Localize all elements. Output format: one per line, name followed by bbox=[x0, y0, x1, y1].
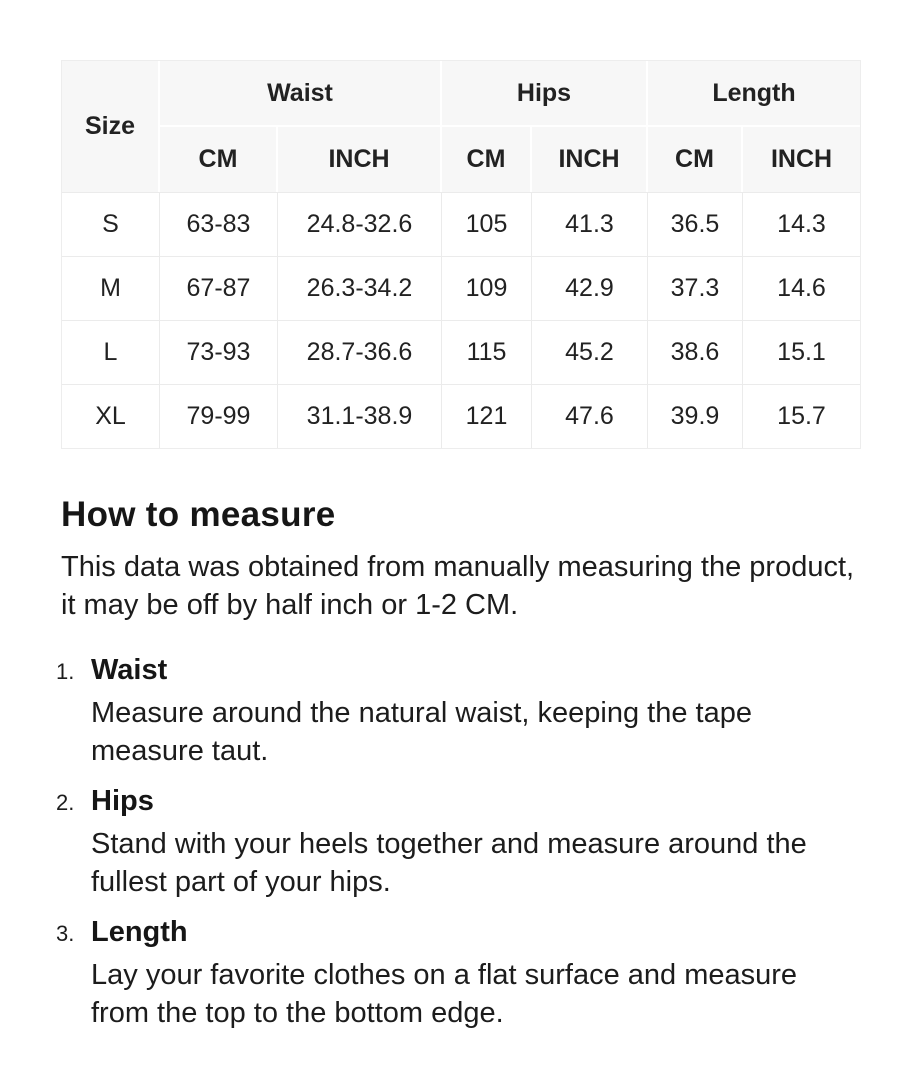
waist-inch-cell: 26.3-34.2 bbox=[278, 256, 442, 320]
waist-inch-cell: 24.8-32.6 bbox=[278, 192, 442, 256]
item-description: Stand with your heels together and measure around the fullest part of your hips. bbox=[91, 828, 807, 898]
size-chart-header bbox=[62, 61, 860, 192]
length-inch-cell: 14.6 bbox=[743, 256, 860, 320]
length-inch-cell: 14.3 bbox=[743, 192, 860, 256]
size-chart-table bbox=[62, 61, 860, 448]
item-body bbox=[91, 652, 859, 770]
table-row-l bbox=[62, 320, 860, 384]
hips-inch-cell: 42.9 bbox=[532, 256, 648, 320]
size-cell: M bbox=[62, 256, 160, 320]
length-cm-cell: 37.3 bbox=[648, 256, 743, 320]
table-row-s bbox=[62, 192, 860, 256]
waist-cm-cell: 67-87 bbox=[160, 256, 278, 320]
col-header-waist-inch: INCH bbox=[278, 127, 442, 192]
waist-cm-cell: 63-83 bbox=[160, 192, 278, 256]
item-body bbox=[91, 914, 859, 1032]
header-group-row bbox=[62, 61, 860, 127]
item-title: Waist bbox=[91, 654, 168, 686]
waist-cm-cell: 73-93 bbox=[160, 320, 278, 384]
col-header-length-inch: INCH bbox=[743, 127, 860, 192]
hips-inch-cell: 45.2 bbox=[532, 320, 648, 384]
waist-inch-cell: 31.1-38.9 bbox=[278, 384, 442, 448]
table-row-xl bbox=[62, 384, 860, 448]
col-header-size: Size bbox=[62, 61, 160, 192]
how-to-measure-title: How to measure bbox=[61, 495, 336, 534]
measure-intro: This data was obtained from manually measuring the product, it may be off by half inch or 1-2 CM. bbox=[61, 551, 855, 621]
item-body bbox=[91, 783, 859, 901]
col-header-hips-cm: CM bbox=[442, 127, 532, 192]
size-cell: S bbox=[62, 192, 160, 256]
list-item-hips bbox=[56, 783, 859, 901]
length-cm-cell: 39.9 bbox=[648, 384, 743, 448]
item-title: Hips bbox=[91, 785, 154, 817]
item-number: 3. bbox=[56, 921, 75, 946]
length-inch-cell: 15.1 bbox=[743, 320, 860, 384]
col-header-waist-cm: CM bbox=[160, 127, 278, 192]
col-header-length-cm: CM bbox=[648, 127, 743, 192]
size-cell: XL bbox=[62, 384, 160, 448]
hips-cm-cell: 121 bbox=[442, 384, 532, 448]
table-row-m bbox=[62, 256, 860, 320]
hips-cm-cell: 115 bbox=[442, 320, 532, 384]
length-cm-cell: 38.6 bbox=[648, 320, 743, 384]
length-cm-cell: 36.5 bbox=[648, 192, 743, 256]
hips-cm-cell: 109 bbox=[442, 256, 532, 320]
waist-inch-cell: 28.7-36.6 bbox=[278, 320, 442, 384]
item-number: 1. bbox=[56, 659, 75, 684]
size-chart bbox=[61, 60, 861, 449]
item-number: 2. bbox=[56, 790, 75, 815]
item-description: Measure around the natural waist, keeping the tape measure taut. bbox=[91, 697, 752, 767]
hips-cm-cell: 105 bbox=[442, 192, 532, 256]
waist-cm-cell: 79-99 bbox=[160, 384, 278, 448]
col-group-length: Length bbox=[648, 61, 860, 127]
col-group-waist: Waist bbox=[160, 61, 442, 127]
header-unit-row bbox=[62, 127, 860, 192]
item-title: Length bbox=[91, 916, 188, 948]
size-cell: L bbox=[62, 320, 160, 384]
list-item-length bbox=[56, 914, 859, 1032]
col-header-hips-inch: INCH bbox=[532, 127, 648, 192]
col-group-hips: Hips bbox=[442, 61, 648, 127]
hips-inch-cell: 47.6 bbox=[532, 384, 648, 448]
list-item-waist bbox=[56, 652, 859, 770]
measure-list bbox=[56, 652, 859, 1032]
length-inch-cell: 15.7 bbox=[743, 384, 860, 448]
hips-inch-cell: 41.3 bbox=[532, 192, 648, 256]
size-chart-body bbox=[62, 192, 860, 448]
item-description: Lay your favorite clothes on a flat surface and measure from the top to the bottom edge. bbox=[91, 959, 798, 1029]
